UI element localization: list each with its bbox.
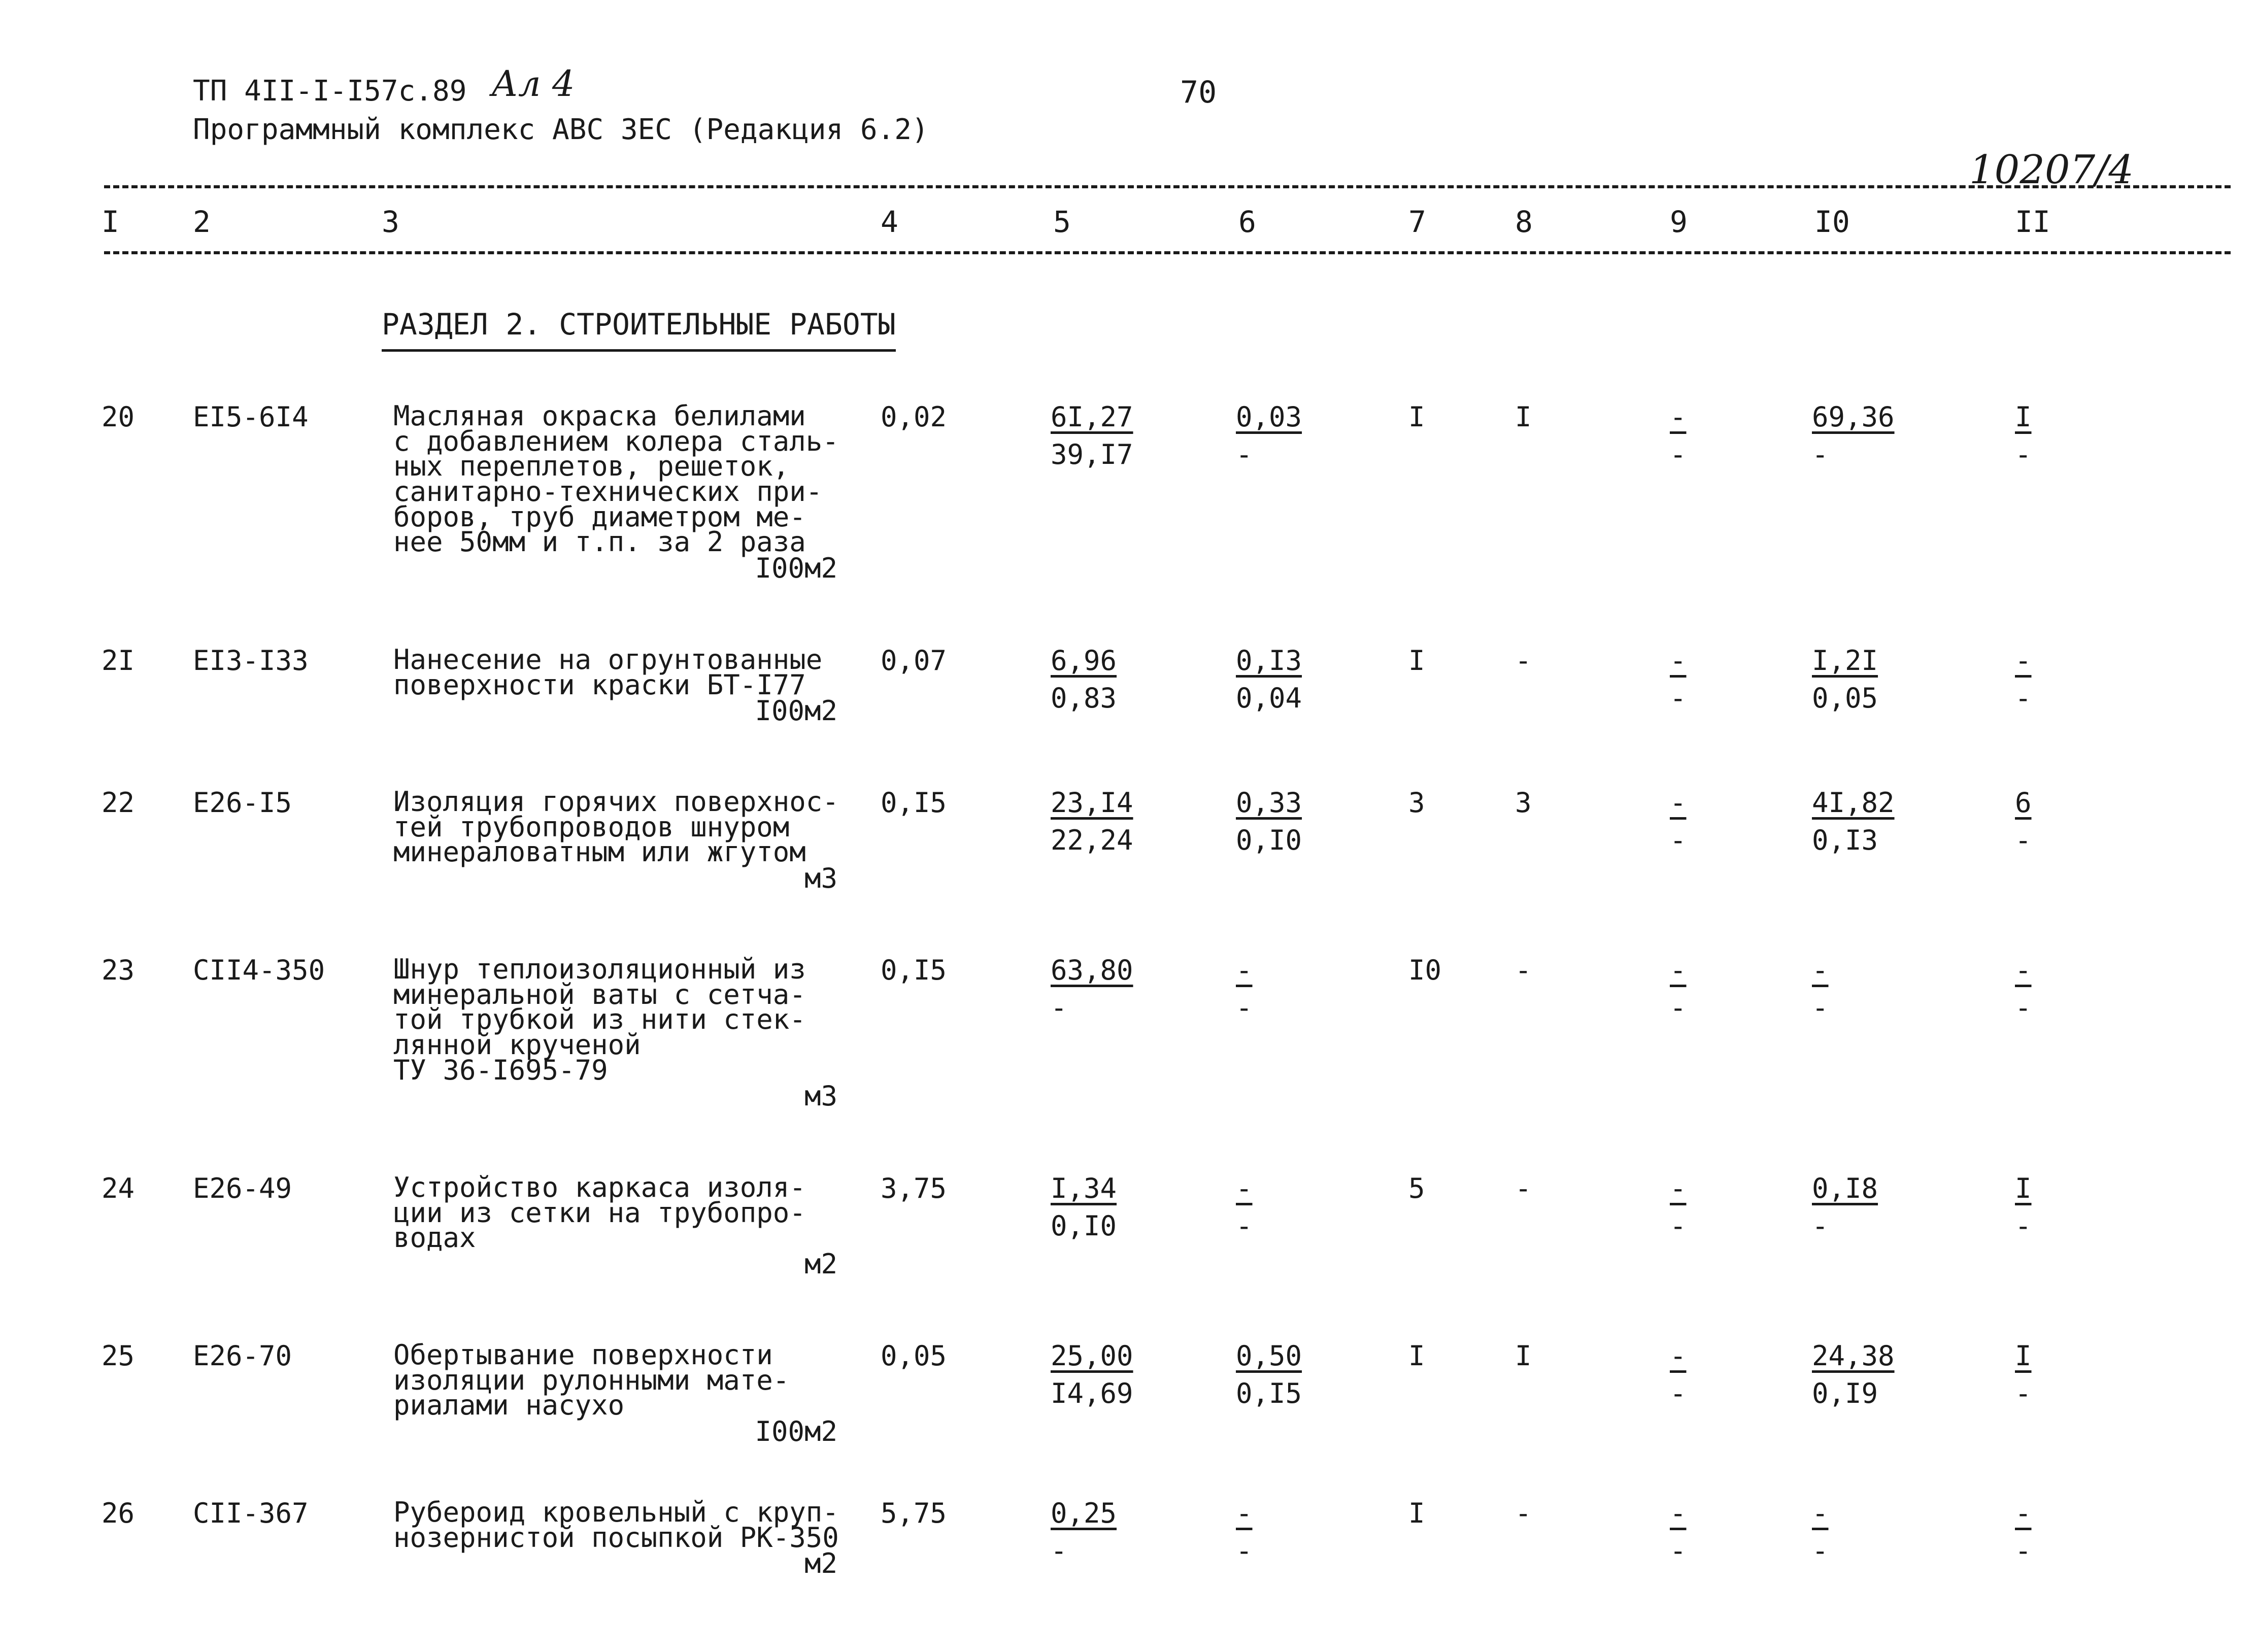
column-number: 4 xyxy=(881,205,898,239)
measure-unit: I00м2 xyxy=(755,695,837,727)
machine-cost-numerator: 0,33 xyxy=(1236,787,1302,819)
column-11-value-denominator: - xyxy=(2015,682,2032,714)
column-9-value xyxy=(1670,1342,1687,1407)
column-7-value: I0 xyxy=(1408,954,1442,986)
unit-cost-numerator: 6I,27 xyxy=(1051,401,1133,433)
column-10-value xyxy=(1812,403,1895,468)
column-7-value: I xyxy=(1408,401,1425,433)
column-10-value-numerator: I,2I xyxy=(1812,645,1878,677)
column-10-value-numerator: 69,36 xyxy=(1812,401,1895,433)
description-line: риалами насухо xyxy=(393,1389,625,1422)
column-10-value xyxy=(1812,1497,1829,1567)
description-line: Устройство каркаса изоля- xyxy=(393,1171,806,1203)
column-11-value-numerator: - xyxy=(2015,1497,2032,1529)
program-name: Программный комплекс АВС ЗЕС (Редакция 6.2) xyxy=(193,113,929,146)
machine-cost xyxy=(1236,1497,1253,1567)
description-line: Изоляция горячих поверхнос- xyxy=(393,786,839,818)
table-row xyxy=(0,644,2255,799)
column-7-value: I xyxy=(1408,645,1425,677)
table-row xyxy=(0,400,2255,585)
norm-code: E26-70 xyxy=(193,1340,292,1372)
measure-unit: м2 xyxy=(804,1248,837,1280)
unit-cost xyxy=(1051,403,1133,468)
description-line: изоляции рулонными мате- xyxy=(393,1364,790,1396)
measure-unit: м2 xyxy=(804,1547,837,1580)
column-10-value xyxy=(1812,1172,1878,1242)
handwritten-album-note: Ал 4 xyxy=(491,63,575,105)
work-description xyxy=(393,644,837,727)
quantity: 3,75 xyxy=(881,1172,947,1204)
unit-cost-numerator: 63,80 xyxy=(1051,954,1133,986)
unit-cost-numerator: 25,00 xyxy=(1051,1340,1133,1372)
column-9-value xyxy=(1670,647,1687,712)
description-line: санитарно-технических при- xyxy=(393,476,823,508)
machine-cost-denominator: 0,I5 xyxy=(1236,1377,1302,1409)
machine-cost-denominator: - xyxy=(1236,1210,1253,1242)
machine-cost-denominator: - xyxy=(1236,1535,1253,1567)
column-11-value xyxy=(2015,403,2032,468)
norm-code: СII-367 xyxy=(193,1497,309,1529)
row-number: 26 xyxy=(102,1497,135,1529)
column-number: 8 xyxy=(1515,205,1533,239)
column-9-value-numerator: - xyxy=(1670,401,1687,433)
column-11-value-denominator: - xyxy=(2015,1377,2032,1409)
column-9-value-numerator: - xyxy=(1670,1340,1687,1372)
column-10-value-denominator: - xyxy=(1812,1535,1829,1567)
unit-cost-numerator: 6,96 xyxy=(1051,645,1117,677)
column-8-value: I xyxy=(1515,1340,1532,1372)
machine-cost-denominator: - xyxy=(1236,439,1253,470)
unit-cost xyxy=(1051,789,1133,854)
unit-cost-denominator: 39,I7 xyxy=(1051,439,1133,470)
column-11-value-numerator: I xyxy=(2015,1172,2032,1204)
column-11-value-denominator: - xyxy=(2015,439,2032,470)
column-9-value-numerator: - xyxy=(1670,787,1687,819)
description-line: минераловатным или жгутом xyxy=(393,836,806,868)
row-number: 25 xyxy=(102,1340,135,1372)
description-line: той трубкой из нити стек- xyxy=(393,1003,806,1036)
unit-cost-numerator: I,34 xyxy=(1051,1172,1117,1204)
unit-cost xyxy=(1051,1342,1133,1407)
column-9-value-denominator: - xyxy=(1670,439,1687,470)
description-line: нее 50мм и т.п. за 2 раза xyxy=(393,526,806,558)
description-line: водах xyxy=(393,1222,476,1254)
work-description xyxy=(393,1339,837,1448)
column-9-value-numerator: - xyxy=(1670,645,1687,677)
unit-cost xyxy=(1051,1172,1117,1242)
column-11-value xyxy=(2015,789,2032,854)
measure-unit: м3 xyxy=(804,862,837,895)
machine-cost xyxy=(1236,954,1253,1024)
unit-cost-denominator: 0,I0 xyxy=(1051,1210,1117,1242)
table-row xyxy=(0,1339,2255,1495)
column-9-value xyxy=(1670,403,1687,468)
machine-cost-numerator: - xyxy=(1236,954,1253,986)
column-9-value-denominator: - xyxy=(1670,1535,1687,1567)
work-description xyxy=(393,786,839,895)
unit-cost-numerator: 0,25 xyxy=(1051,1497,1117,1529)
column-9-value-numerator: - xyxy=(1670,1497,1687,1529)
norm-code: СII4-350 xyxy=(193,954,325,986)
column-8-value: - xyxy=(1515,645,1532,677)
description-line: поверхности краски БТ-I77 xyxy=(393,668,806,701)
column-11-value xyxy=(2015,954,2032,1024)
column-8-value: - xyxy=(1515,1497,1532,1529)
column-11-value-numerator: - xyxy=(2015,645,2032,677)
column-7-value: 3 xyxy=(1408,787,1425,819)
quantity: 0,07 xyxy=(881,645,947,677)
handwritten-reference: 10207/4 xyxy=(1969,147,2134,193)
header-top-rule xyxy=(104,185,2231,188)
column-9-value xyxy=(1670,789,1687,854)
column-number: 3 xyxy=(382,205,399,239)
measure-unit: I00м2 xyxy=(755,552,837,585)
machine-cost-denominator: 0,I0 xyxy=(1236,824,1302,856)
column-10-value-denominator: 0,I3 xyxy=(1812,824,1878,856)
norm-code: EI5-6I4 xyxy=(193,401,309,433)
unit-cost-denominator: 22,24 xyxy=(1051,824,1133,856)
table-row xyxy=(0,1171,2255,1327)
column-10-value-denominator: - xyxy=(1812,992,1829,1024)
row-number: 20 xyxy=(102,401,135,433)
table-row xyxy=(0,1496,2255,1652)
quantity: 0,05 xyxy=(881,1340,947,1372)
table-row xyxy=(0,953,2255,1112)
column-11-value-numerator: 6 xyxy=(2015,787,2032,819)
column-number: 7 xyxy=(1408,205,1426,239)
column-9-value-denominator: - xyxy=(1670,682,1687,714)
description-line: Шнур теплоизоляционный из xyxy=(393,953,806,985)
quantity: 0,I5 xyxy=(881,787,947,819)
machine-cost-numerator: - xyxy=(1236,1497,1253,1529)
section-title: РАЗДЕЛ 2. СТРОИТЕЛЬНЫЕ РАБОТЫ xyxy=(382,310,896,352)
column-8-value: - xyxy=(1515,954,1532,986)
column-8-value: - xyxy=(1515,1172,1532,1204)
machine-cost xyxy=(1236,789,1302,854)
machine-cost-numerator: 0,50 xyxy=(1236,1340,1302,1372)
column-number: I0 xyxy=(1814,205,1850,239)
machine-cost-denominator: 0,04 xyxy=(1236,682,1302,714)
unit-cost-denominator: 0,83 xyxy=(1051,682,1117,714)
column-9-value xyxy=(1670,1172,1687,1242)
column-9-value xyxy=(1670,1497,1687,1567)
description-line: тей трубопроводов шнуром xyxy=(393,811,790,843)
document-code: ТП 4II-I-I57с.89 xyxy=(193,75,467,108)
work-description xyxy=(393,1171,837,1280)
machine-cost-numerator: 0,I3 xyxy=(1236,645,1302,677)
header-bottom-rule xyxy=(104,251,2231,254)
column-11-value-denominator: - xyxy=(2015,992,2032,1024)
norm-code: EI3-I33 xyxy=(193,645,309,677)
column-11-value xyxy=(2015,1172,2032,1242)
unit-cost xyxy=(1051,1497,1117,1567)
description-line: минеральной ваты с сетча- xyxy=(393,978,806,1010)
machine-cost xyxy=(1236,647,1302,712)
column-10-value-numerator: 4I,82 xyxy=(1812,787,1895,819)
column-number: I xyxy=(102,205,119,239)
description-line: Масляная окраска белилами xyxy=(393,400,806,432)
machine-cost-numerator: 0,03 xyxy=(1236,401,1302,433)
column-9-value-denominator: - xyxy=(1670,1210,1687,1242)
page-number: 70 xyxy=(1180,75,1217,110)
column-9-value-denominator: - xyxy=(1670,992,1687,1024)
column-9-value xyxy=(1670,954,1687,1024)
unit-cost-denominator: - xyxy=(1051,992,1067,1024)
machine-cost-denominator: - xyxy=(1236,992,1253,1024)
column-8-value: 3 xyxy=(1515,787,1532,819)
column-11-value-numerator: I xyxy=(2015,1340,2032,1372)
work-description xyxy=(393,1496,839,1580)
unit-cost xyxy=(1051,954,1133,1024)
column-9-value-numerator: - xyxy=(1670,954,1687,986)
table-row xyxy=(0,786,2255,941)
description-line: с добавлением колера сталь- xyxy=(393,425,839,457)
column-number: 2 xyxy=(193,205,211,239)
unit-cost-denominator: I4,69 xyxy=(1051,1377,1133,1409)
column-11-value-numerator: - xyxy=(2015,954,2032,986)
description-line: Рубероид кровельный с круп- xyxy=(393,1496,839,1528)
column-9-value-denominator: - xyxy=(1670,824,1687,856)
column-9-value-numerator: - xyxy=(1670,1172,1687,1204)
unit-cost-denominator: - xyxy=(1051,1535,1067,1567)
column-11-value-denominator: - xyxy=(2015,1210,2032,1242)
description-line: ных переплетов, решеток, xyxy=(393,450,790,483)
row-number: 23 xyxy=(102,954,135,986)
column-10-value-denominator: 0,05 xyxy=(1812,682,1878,714)
machine-cost-numerator: - xyxy=(1236,1172,1253,1204)
unit-cost xyxy=(1051,647,1117,712)
row-number: 22 xyxy=(102,787,135,819)
column-number: II xyxy=(2015,205,2050,239)
column-10-value-numerator: - xyxy=(1812,1497,1829,1529)
description-line: боров, труб диаметром ме- xyxy=(393,500,806,533)
column-10-value-numerator: 0,I8 xyxy=(1812,1172,1878,1204)
row-number: 2I xyxy=(102,645,135,677)
column-7-value: I xyxy=(1408,1340,1425,1372)
measure-unit: м3 xyxy=(804,1080,837,1112)
norm-code: E26-I5 xyxy=(193,787,292,819)
measure-unit: I00м2 xyxy=(755,1415,837,1448)
column-10-value xyxy=(1812,647,1878,712)
description-line: ТУ 36-I695-79 xyxy=(393,1054,608,1086)
column-11-value xyxy=(2015,647,2032,712)
quantity: 5,75 xyxy=(881,1497,947,1529)
column-11-value-denominator: - xyxy=(2015,1535,2032,1567)
description-line: ции из сетки на трубопро- xyxy=(393,1196,806,1229)
column-10-value xyxy=(1812,954,1829,1024)
description-line: Обертывание поверхности xyxy=(393,1339,773,1371)
machine-cost xyxy=(1236,1342,1302,1407)
work-description xyxy=(393,400,839,585)
column-10-value xyxy=(1812,789,1895,854)
column-8-value: I xyxy=(1515,401,1532,433)
column-11-value xyxy=(2015,1497,2032,1567)
column-number: 5 xyxy=(1053,205,1071,239)
column-7-value: I xyxy=(1408,1497,1425,1529)
column-10-value-denominator: 0,I9 xyxy=(1812,1377,1878,1409)
column-11-value-numerator: I xyxy=(2015,401,2032,433)
column-9-value-denominator: - xyxy=(1670,1377,1687,1409)
unit-cost-numerator: 23,I4 xyxy=(1051,787,1133,819)
row-number: 24 xyxy=(102,1172,135,1204)
column-10-value-numerator: 24,38 xyxy=(1812,1340,1895,1372)
quantity: 0,I5 xyxy=(881,954,947,986)
column-10-value-denominator: - xyxy=(1812,439,1829,470)
column-number: 6 xyxy=(1238,205,1256,239)
description-line: нозернистой посыпкой РК-350 xyxy=(393,1521,839,1554)
machine-cost xyxy=(1236,403,1302,468)
description-line: лянной крученой xyxy=(393,1029,641,1061)
column-7-value: 5 xyxy=(1408,1172,1425,1204)
work-description xyxy=(393,953,837,1112)
column-11-value xyxy=(2015,1342,2032,1407)
description-line: Нанесение на огрунтованные xyxy=(393,644,823,676)
column-10-value xyxy=(1812,1342,1895,1407)
column-10-value-denominator: - xyxy=(1812,1210,1829,1242)
machine-cost xyxy=(1236,1172,1253,1242)
column-number: 9 xyxy=(1670,205,1688,239)
column-10-value-numerator: - xyxy=(1812,954,1829,986)
quantity: 0,02 xyxy=(881,401,947,433)
column-11-value-denominator: - xyxy=(2015,824,2032,856)
norm-code: E26-49 xyxy=(193,1172,292,1204)
